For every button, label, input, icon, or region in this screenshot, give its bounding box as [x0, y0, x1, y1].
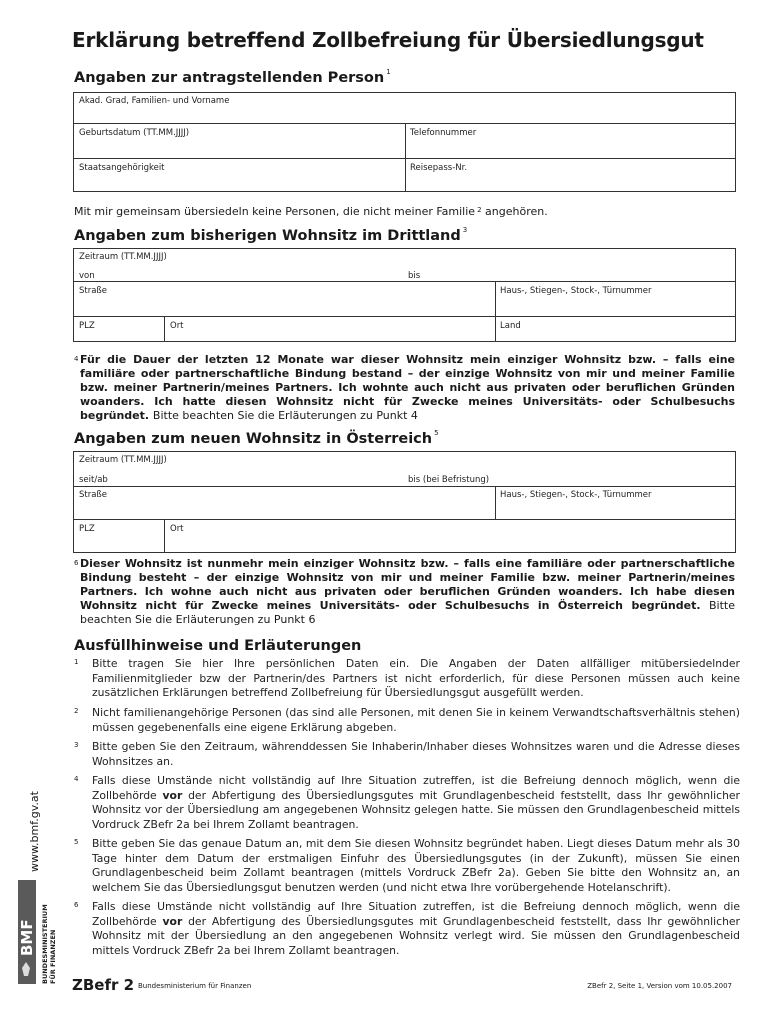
new-city-field[interactable]: Ort — [170, 524, 184, 534]
street-field[interactable]: Straße — [79, 286, 108, 296]
eagle-logo-icon — [16, 876, 64, 988]
name-field[interactable]: Akad. Grad, Familien- und Vorname — [79, 96, 230, 106]
previous-residence-box — [73, 248, 736, 342]
new-residence-box — [73, 451, 736, 553]
since-date-field[interactable]: seit/ab — [79, 475, 108, 485]
new-period-label: Zeitraum (TT.MM.JJJJ) — [79, 455, 167, 465]
bmf-logo — [16, 876, 64, 988]
zip-field[interactable]: PLZ — [79, 321, 95, 331]
person-form-box — [73, 92, 736, 192]
family-statement: Mit mir gemeinsam übersiedeln keine Personen, die nicht meiner Familie $^2$ angehören. — [74, 205, 548, 218]
bmf-logo-text: BMF — [18, 919, 36, 956]
previous-residence-statement: Für die Dauer der letzten 12 Monate war dieser Wohnsitz mein einziger Wohnsitz bzw. – falls eine familiäre oder partnerschaftliche Bindung bestand – der einzige Wohnsitz von mir und meiner Familie bzw. meiner Partnerin/meines Partners. Ich wohnte auch nicht aus privaten oder beruflichen Gründen woanders. Ich hatte diesen Wohnsitz nicht für Zwecke meines Universitäts- oder Schulbesuchs begründet. Bitte beachten Sie die Erläuterungen zu Punkt 4 — [80, 353, 735, 422]
form-code: ZBefr 2 — [72, 976, 135, 994]
footer-ministry: Bundesministerium für Finanzen — [138, 982, 252, 990]
page-title: Erklärung betreffend Zollbefreiung für Übersiedlungsgut — [72, 28, 704, 52]
section-person-heading: Angaben zur antragstellenden Person $^1$ — [74, 68, 391, 86]
new-street-field[interactable]: Straße — [79, 490, 108, 500]
new-residence-statement: Dieser Wohnsitz ist nunmehr mein einziger Wohnsitz bzw. – falls eine familiäre oder partnerschaftliche Bindung besteht – der einzige Wohnsitz von mir und meiner Familie bzw. meiner Partnerin/meines Partners. Ich wohne auch nicht aus privaten oder beruflichen Gründen woanders. Ich habe diesen Wohnsitz nicht für Zwecke meines Universitäts- oder Schulbesuchs in Österreich begründet. Bitte beachten Sie die Erläuterungen zu Punkt 6 — [80, 557, 735, 626]
svg-text:BUNDESMINISTERIUM: BUNDESMINISTERIUM — [41, 904, 49, 984]
note-6-marker: 6 — [74, 559, 79, 567]
city-field[interactable]: Ort — [170, 321, 184, 331]
svg-text:FÜR FINANZEN: FÜR FINANZEN — [49, 929, 57, 984]
house-number-field[interactable]: Haus-, Stiegen-, Stock-, Türnummer — [500, 286, 652, 296]
passport-field[interactable]: Reisepass-Nr. — [410, 163, 468, 173]
period-label: Zeitraum (TT.MM.JJJJ) — [79, 252, 167, 262]
footer-version: ZBefr 2, Seite 1, Version vom 10.05.2007 — [587, 982, 732, 990]
country-field[interactable]: Land — [500, 321, 521, 331]
new-zip-field[interactable]: PLZ — [79, 524, 95, 534]
from-date-field[interactable]: von — [79, 271, 95, 281]
birthdate-field[interactable]: Geburtsdatum (TT.MM.JJJJ) — [79, 128, 190, 138]
nationality-field[interactable]: Staatsangehörigkeit — [79, 163, 165, 173]
note-4-marker: 4 — [74, 355, 79, 363]
website-url[interactable]: www.bmf.gv.at — [28, 791, 41, 872]
section-new-residence-heading: Angaben zum neuen Wohnsitz in Österreich $^5$ — [74, 429, 439, 447]
to-date-field[interactable]: bis — [408, 271, 421, 281]
notes-heading: Ausfüllhinweise und Erläuterungen — [74, 638, 362, 654]
phone-field[interactable]: Telefonnummer — [410, 128, 477, 138]
until-date-field[interactable]: bis (bei Befristung) — [408, 475, 490, 485]
new-house-number-field[interactable]: Haus-, Stiegen-, Stock-, Türnummer — [500, 490, 652, 500]
section-previous-residence-heading: Angaben zum bisherigen Wohnsitz im Drittland $^3$ — [74, 226, 468, 244]
